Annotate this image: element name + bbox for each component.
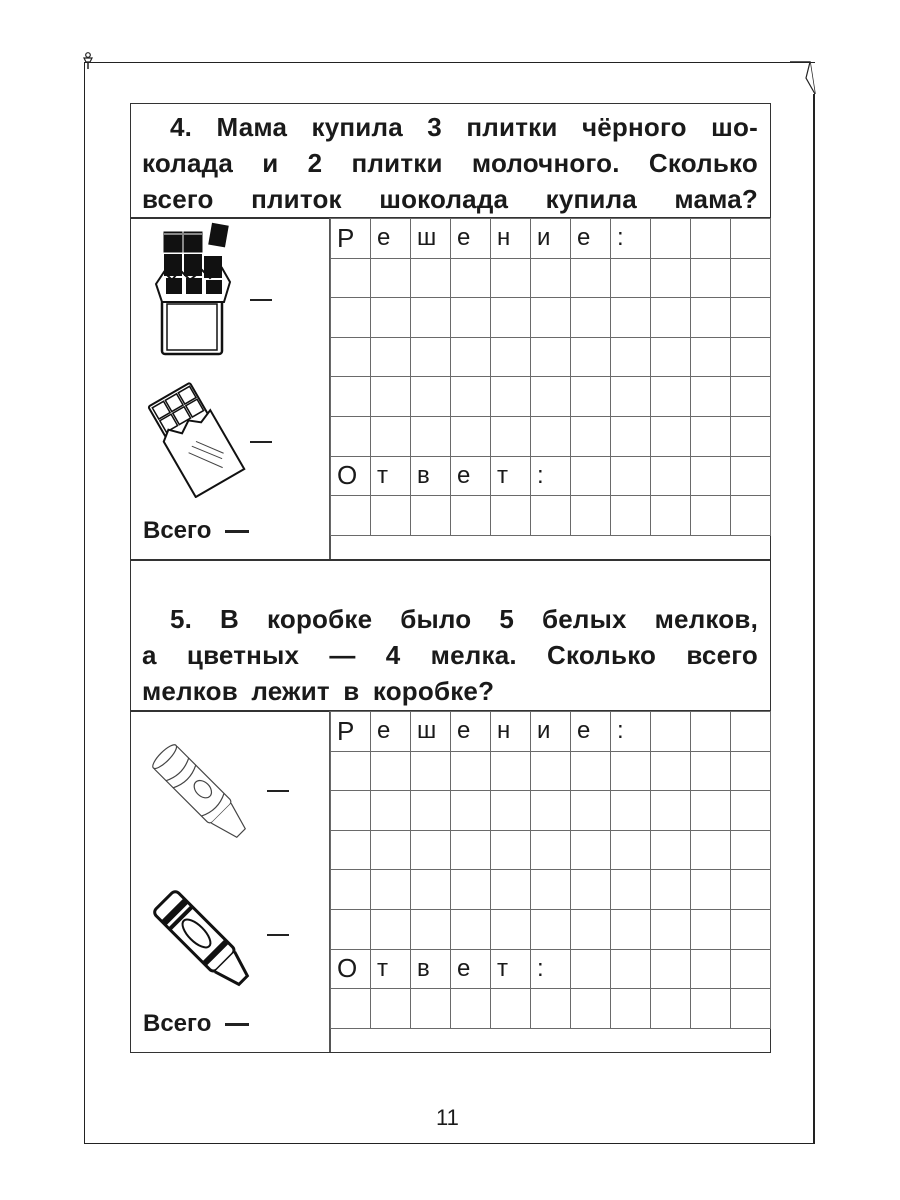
grid-cell[interactable] — [331, 298, 371, 338]
grid-cell[interactable]: т — [491, 949, 531, 989]
task-4-line-2: колада и 2 плитки молочного. Сколько — [142, 148, 758, 178]
grid-cell[interactable] — [331, 989, 371, 1029]
task-separator — [130, 559, 771, 561]
grid-cell[interactable] — [731, 751, 771, 791]
grid-cell[interactable] — [611, 909, 651, 949]
grid-cell[interactable] — [731, 712, 771, 752]
grid-cell[interactable] — [691, 456, 731, 496]
grid-cell[interactable] — [531, 337, 571, 377]
grid-cell[interactable] — [651, 989, 691, 1029]
grid-cell[interactable]: Р — [331, 219, 371, 259]
grid-cell[interactable] — [731, 989, 771, 1029]
grid-cell[interactable] — [651, 751, 691, 791]
task-5-total-dash — [225, 1023, 249, 1026]
grid-cell[interactable] — [571, 496, 611, 536]
grid-cell[interactable] — [531, 830, 571, 870]
grid-cell[interactable] — [691, 949, 731, 989]
task-4-grid-row — [331, 416, 771, 456]
task-5-text — [142, 601, 758, 709]
task-5-total-label: Всего — [143, 1010, 212, 1037]
grid-cell[interactable] — [731, 416, 771, 456]
grid-cell[interactable] — [491, 909, 531, 949]
grid-cell[interactable] — [531, 989, 571, 1029]
grid-cell[interactable] — [331, 909, 371, 949]
grid-cell[interactable] — [451, 909, 491, 949]
grid-cell[interactable] — [571, 949, 611, 989]
task-4-grid-row — [331, 258, 771, 298]
grid-cell[interactable]: и — [531, 712, 571, 752]
grid-cell[interactable] — [491, 377, 531, 417]
grid-cell[interactable] — [691, 219, 731, 259]
grid-cell[interactable] — [611, 496, 651, 536]
grid-cell[interactable] — [611, 298, 651, 338]
grid-cell[interactable]: н — [491, 219, 531, 259]
grid-cell[interactable]: : — [531, 456, 571, 496]
grid-cell[interactable] — [571, 751, 611, 791]
task-4-grid-row — [331, 298, 771, 338]
grid-cell[interactable] — [531, 377, 571, 417]
grid-cell[interactable] — [571, 416, 611, 456]
grid-cell[interactable] — [731, 949, 771, 989]
task-4-grid-row — [331, 377, 771, 417]
task-5-grid-row — [331, 989, 771, 1029]
grid-cell[interactable] — [331, 337, 371, 377]
task-5-grid-row — [331, 791, 771, 831]
task-5-line-1: 5. В коробке было 5 белых мелков, — [170, 604, 758, 634]
grid-cell[interactable]: ш — [411, 219, 451, 259]
task-5-answer-row — [331, 949, 771, 989]
grid-cell[interactable] — [731, 219, 771, 259]
grid-cell[interactable]: е — [451, 456, 491, 496]
grid-cell[interactable] — [371, 870, 411, 910]
grid-cell[interactable] — [571, 377, 611, 417]
grid-cell[interactable] — [451, 496, 491, 536]
grid-cell[interactable] — [531, 258, 571, 298]
grid-cell[interactable]: т — [371, 456, 411, 496]
grid-cell[interactable]: н — [491, 712, 531, 752]
grid-cell[interactable] — [451, 416, 491, 456]
grid-cell[interactable] — [531, 496, 571, 536]
grid-cell[interactable] — [571, 870, 611, 910]
grid-cell[interactable] — [691, 298, 731, 338]
grid-cell[interactable] — [651, 830, 691, 870]
grid-cell[interactable] — [411, 751, 451, 791]
grid-cell[interactable] — [611, 989, 651, 1029]
grid-cell[interactable] — [491, 258, 531, 298]
grid-cell[interactable]: е — [371, 219, 411, 259]
grid-cell[interactable] — [731, 258, 771, 298]
grid-cell[interactable] — [371, 298, 411, 338]
task-5-grid-row — [331, 909, 771, 949]
grid-cell[interactable] — [691, 870, 731, 910]
grid-cell[interactable] — [651, 416, 691, 456]
grid-cell[interactable] — [731, 456, 771, 496]
grid-cell[interactable] — [571, 337, 611, 377]
grid-cell[interactable]: ш — [411, 712, 451, 752]
task-4-grid[interactable] — [330, 218, 770, 536]
grid-cell[interactable] — [691, 830, 731, 870]
grid-cell[interactable] — [451, 377, 491, 417]
page-number: 11 — [436, 1105, 459, 1130]
grid-cell[interactable] — [611, 337, 651, 377]
grid-cell[interactable] — [731, 830, 771, 870]
grid-cell[interactable] — [611, 416, 651, 456]
grid-cell[interactable] — [731, 870, 771, 910]
grid-cell[interactable] — [411, 416, 451, 456]
grid-cell[interactable]: в — [411, 456, 451, 496]
grid-cell[interactable] — [571, 298, 611, 338]
grid-cell[interactable] — [691, 989, 731, 1029]
grid-cell[interactable] — [371, 258, 411, 298]
grid-cell[interactable] — [331, 416, 371, 456]
task-5-item-2-dash — [267, 934, 289, 936]
colored-crayon-icon — [138, 880, 263, 995]
grid-cell[interactable] — [451, 989, 491, 1029]
grid-cell[interactable]: : — [611, 712, 651, 752]
grid-cell[interactable] — [691, 712, 731, 752]
grid-cell[interactable] — [491, 416, 531, 456]
grid-cell[interactable] — [411, 377, 451, 417]
grid-cell[interactable] — [411, 298, 451, 338]
grid-cell[interactable] — [651, 377, 691, 417]
folded-corner-icon — [790, 60, 816, 96]
grid-cell[interactable] — [691, 751, 731, 791]
grid-cell[interactable] — [371, 496, 411, 536]
grid-cell[interactable] — [331, 258, 371, 298]
task-5-solution-row — [331, 712, 771, 752]
grid-cell[interactable]: О — [331, 949, 371, 989]
grid-cell[interactable]: т — [371, 949, 411, 989]
grid-cell[interactable]: в — [411, 949, 451, 989]
grid-cell[interactable] — [411, 337, 451, 377]
grid-cell[interactable] — [611, 456, 651, 496]
grid-cell[interactable] — [571, 830, 611, 870]
grid-cell[interactable] — [691, 337, 731, 377]
grid-cell[interactable] — [691, 258, 731, 298]
grid-cell[interactable] — [691, 377, 731, 417]
grid-cell[interactable] — [691, 416, 731, 456]
grid-cell[interactable] — [651, 949, 691, 989]
task-4-grid-row — [331, 337, 771, 377]
grid-cell[interactable] — [731, 791, 771, 831]
grid-cell[interactable] — [411, 258, 451, 298]
grid-cell[interactable] — [691, 496, 731, 536]
grid-cell[interactable] — [531, 751, 571, 791]
grid-cell[interactable] — [411, 791, 451, 831]
task-4-solution-row — [331, 219, 771, 259]
grid-cell[interactable] — [491, 830, 531, 870]
grid-cell[interactable] — [531, 870, 571, 910]
grid-cell[interactable] — [371, 909, 411, 949]
grid-cell[interactable] — [331, 830, 371, 870]
grid-cell[interactable] — [371, 337, 411, 377]
grid-cell[interactable] — [571, 258, 611, 298]
task-4-item-2-dash — [250, 441, 272, 443]
task-4-total-dash — [225, 530, 249, 533]
grid-cell[interactable] — [611, 791, 651, 831]
grid-cell[interactable] — [451, 751, 491, 791]
grid-cell[interactable] — [411, 909, 451, 949]
grid-cell[interactable] — [371, 791, 411, 831]
grid-cell[interactable] — [731, 909, 771, 949]
grid-cell[interactable] — [491, 989, 531, 1029]
grid-cell[interactable] — [451, 791, 491, 831]
task-5-grid[interactable] — [330, 711, 770, 1029]
grid-cell[interactable] — [491, 337, 531, 377]
grid-cell[interactable] — [691, 909, 731, 949]
grid-cell[interactable]: т — [491, 456, 531, 496]
task-4-answer-row — [331, 456, 771, 496]
grid-cell[interactable] — [611, 751, 651, 791]
grid-cell[interactable] — [611, 258, 651, 298]
grid-cell[interactable]: Р — [331, 712, 371, 752]
task-4-line-1: 4. Мама купила 3 плитки чёрного шо- — [170, 112, 758, 142]
grid-cell[interactable]: е — [571, 712, 611, 752]
grid-cell[interactable] — [651, 298, 691, 338]
grid-cell[interactable] — [731, 298, 771, 338]
grid-cell[interactable] — [611, 949, 651, 989]
grid-cell[interactable] — [371, 989, 411, 1029]
task-4-total — [143, 517, 249, 545]
task-5-line-3: мелков лежит в коробке? — [142, 676, 495, 706]
dark-chocolate-bar-icon — [150, 222, 240, 357]
grid-cell[interactable] — [491, 751, 531, 791]
grid-cell[interactable]: О — [331, 456, 371, 496]
grid-cell[interactable]: : — [531, 949, 571, 989]
grid-cell[interactable] — [331, 751, 371, 791]
grid-cell[interactable] — [611, 870, 651, 910]
grid-cell[interactable]: е — [371, 712, 411, 752]
task-4-text — [142, 109, 758, 217]
grid-cell[interactable]: е — [571, 219, 611, 259]
grid-cell[interactable] — [371, 830, 411, 870]
task-5-line-2: а цветных — 4 мелка. Сколько всего — [142, 640, 758, 670]
grid-cell[interactable] — [451, 298, 491, 338]
grid-cell[interactable] — [331, 377, 371, 417]
grid-cell[interactable] — [651, 456, 691, 496]
grid-cell[interactable] — [571, 989, 611, 1029]
grid-cell[interactable]: е — [451, 219, 491, 259]
task-5-total — [143, 1010, 249, 1038]
grid-cell[interactable] — [411, 830, 451, 870]
grid-cell[interactable] — [491, 496, 531, 536]
task-4-item-1-dash — [250, 299, 272, 301]
white-crayon-icon — [140, 730, 260, 855]
pushpin-icon — [82, 52, 94, 70]
task-5-grid-row — [331, 830, 771, 870]
grid-cell[interactable] — [731, 496, 771, 536]
grid-cell[interactable] — [691, 791, 731, 831]
grid-cell[interactable] — [571, 791, 611, 831]
grid-cell[interactable] — [731, 337, 771, 377]
grid-cell[interactable] — [371, 751, 411, 791]
grid-cell[interactable] — [651, 219, 691, 259]
grid-cell[interactable] — [451, 337, 491, 377]
grid-cell[interactable] — [651, 496, 691, 536]
grid-cell[interactable] — [531, 909, 571, 949]
grid-cell[interactable] — [411, 870, 451, 910]
grid-cell[interactable] — [491, 791, 531, 831]
task-4-total-label: Всего — [143, 517, 212, 544]
grid-cell[interactable]: и — [531, 219, 571, 259]
task-5-item-1-dash — [267, 790, 289, 792]
page-frame-right-edge — [813, 94, 815, 1144]
grid-cell[interactable] — [651, 870, 691, 910]
grid-cell[interactable] — [451, 258, 491, 298]
grid-cell[interactable] — [491, 870, 531, 910]
grid-cell[interactable] — [371, 377, 411, 417]
grid-cell[interactable] — [331, 791, 371, 831]
grid-cell[interactable] — [651, 791, 691, 831]
grid-cell[interactable]: е — [451, 712, 491, 752]
grid-cell[interactable] — [651, 712, 691, 752]
grid-cell[interactable] — [451, 870, 491, 910]
task-5-grid-row — [331, 751, 771, 791]
grid-cell[interactable] — [411, 989, 451, 1029]
grid-cell[interactable] — [571, 909, 611, 949]
grid-cell[interactable] — [651, 337, 691, 377]
grid-cell[interactable] — [611, 830, 651, 870]
grid-cell[interactable] — [491, 298, 531, 338]
grid-cell[interactable]: : — [611, 219, 651, 259]
grid-cell[interactable]: е — [451, 949, 491, 989]
milk-chocolate-bar-icon — [142, 378, 247, 498]
grid-cell[interactable] — [331, 870, 371, 910]
grid-cell[interactable] — [651, 258, 691, 298]
grid-cell[interactable] — [531, 416, 571, 456]
grid-cell[interactable] — [531, 791, 571, 831]
grid-cell[interactable] — [531, 298, 571, 338]
grid-cell[interactable] — [731, 377, 771, 417]
grid-cell[interactable] — [411, 496, 451, 536]
task-4-line-3: всего плиток шоколада купила мама? — [142, 184, 758, 214]
grid-cell[interactable] — [611, 377, 651, 417]
grid-cell[interactable] — [571, 456, 611, 496]
grid-cell[interactable] — [451, 830, 491, 870]
grid-cell[interactable] — [331, 496, 371, 536]
grid-cell[interactable] — [651, 909, 691, 949]
grid-cell[interactable] — [371, 416, 411, 456]
task-4-grid-row — [331, 496, 771, 536]
task-5-grid-row — [331, 870, 771, 910]
